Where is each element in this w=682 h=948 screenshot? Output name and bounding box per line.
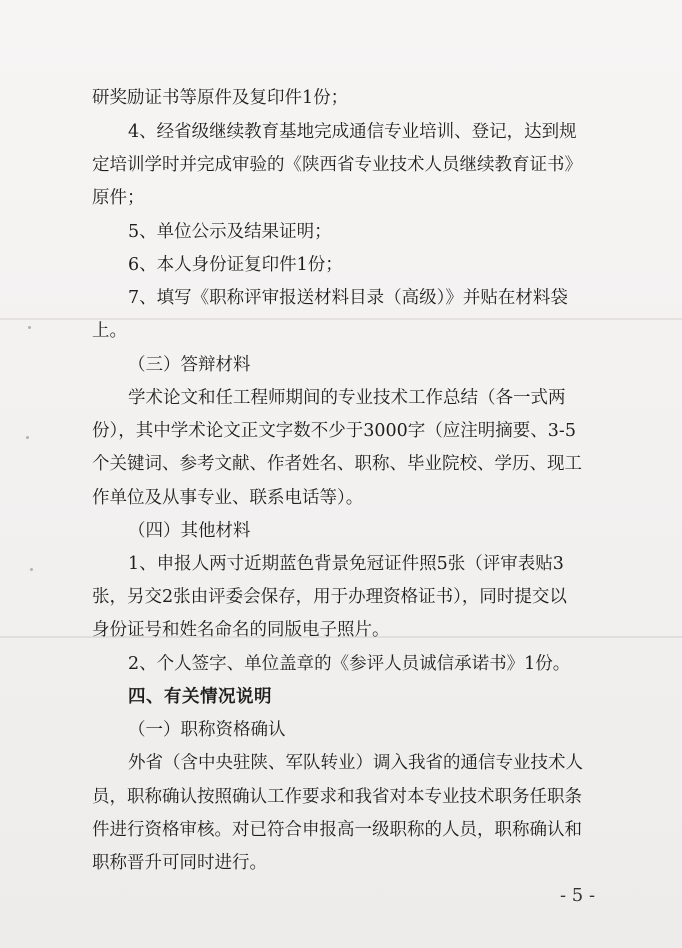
section-heading-defense: （三）答辩材料 bbox=[128, 355, 251, 375]
text-line-3: 定培训学时并完成审验的《陕西省专业技术人员继续教育证书》 bbox=[92, 155, 582, 175]
text-line-5: 5、单位公示及结果证明； bbox=[128, 222, 332, 242]
text-line-8: 上。 bbox=[92, 321, 127, 341]
text-line-24: 职称晋升可同时进行。 bbox=[92, 853, 267, 873]
text-line-2: 4、经省级继续教育基地完成通信专业培训、登记，达到规 bbox=[128, 122, 577, 142]
text-line-4: 原件； bbox=[92, 188, 145, 208]
text-line-11: 份），其中学术论文正文字数不少于3000字（应注明摘要、3-5 bbox=[92, 421, 576, 441]
section-heading-other: （四）其他材料 bbox=[128, 521, 251, 541]
text-line-6: 6、本人身份证复印件1份； bbox=[128, 255, 343, 275]
scan-speck bbox=[28, 326, 31, 329]
text-line-16: 张，另交2张由评委会保存，用于办理资格证书），同时提交以 bbox=[92, 587, 567, 607]
text-line-7: 7、填写《职称评审报送材料目录（高级）》并贴在材料袋 bbox=[128, 288, 568, 308]
scan-speck bbox=[26, 436, 29, 439]
subsection-heading-confirmation: （一）职称资格确认 bbox=[128, 720, 286, 740]
page-number: - 5 - bbox=[560, 885, 596, 906]
text-line-18: 2、个人签字、单位盖章的《参评人员诚信承诺书》1份。 bbox=[128, 654, 571, 674]
text-line-21: 外省（含中央驻陕、军队转业）调入我省的通信专业技术人 bbox=[128, 753, 583, 773]
text-line-12: 个关键词、参考文献、作者姓名、职称、毕业院校、学历、现工 bbox=[92, 454, 582, 474]
text-line-17: 身份证号和姓名命名的同版电子照片。 bbox=[92, 620, 390, 640]
text-line-22: 员，职称确认按照确认工作要求和我省对本专业技术职务任职条 bbox=[92, 787, 582, 807]
scan-speck bbox=[30, 568, 33, 571]
text-line-15: 1、申报人两寸近期蓝色背景免冠证件照5张（评审表贴3 bbox=[128, 554, 564, 574]
section-heading-notes: 四、有关情况说明 bbox=[128, 687, 272, 707]
text-line-23: 件进行资格审核。对已符合申报高一级职称的人员，职称确认和 bbox=[92, 820, 582, 840]
text-line-1: 研奖励证书等原件及复印件1份； bbox=[92, 88, 349, 108]
text-line-10: 学术论文和任工程师期间的专业技术工作总结（各一式两 bbox=[128, 388, 566, 408]
text-line-13: 作单位及从事专业、联系电话等）。 bbox=[92, 488, 364, 508]
